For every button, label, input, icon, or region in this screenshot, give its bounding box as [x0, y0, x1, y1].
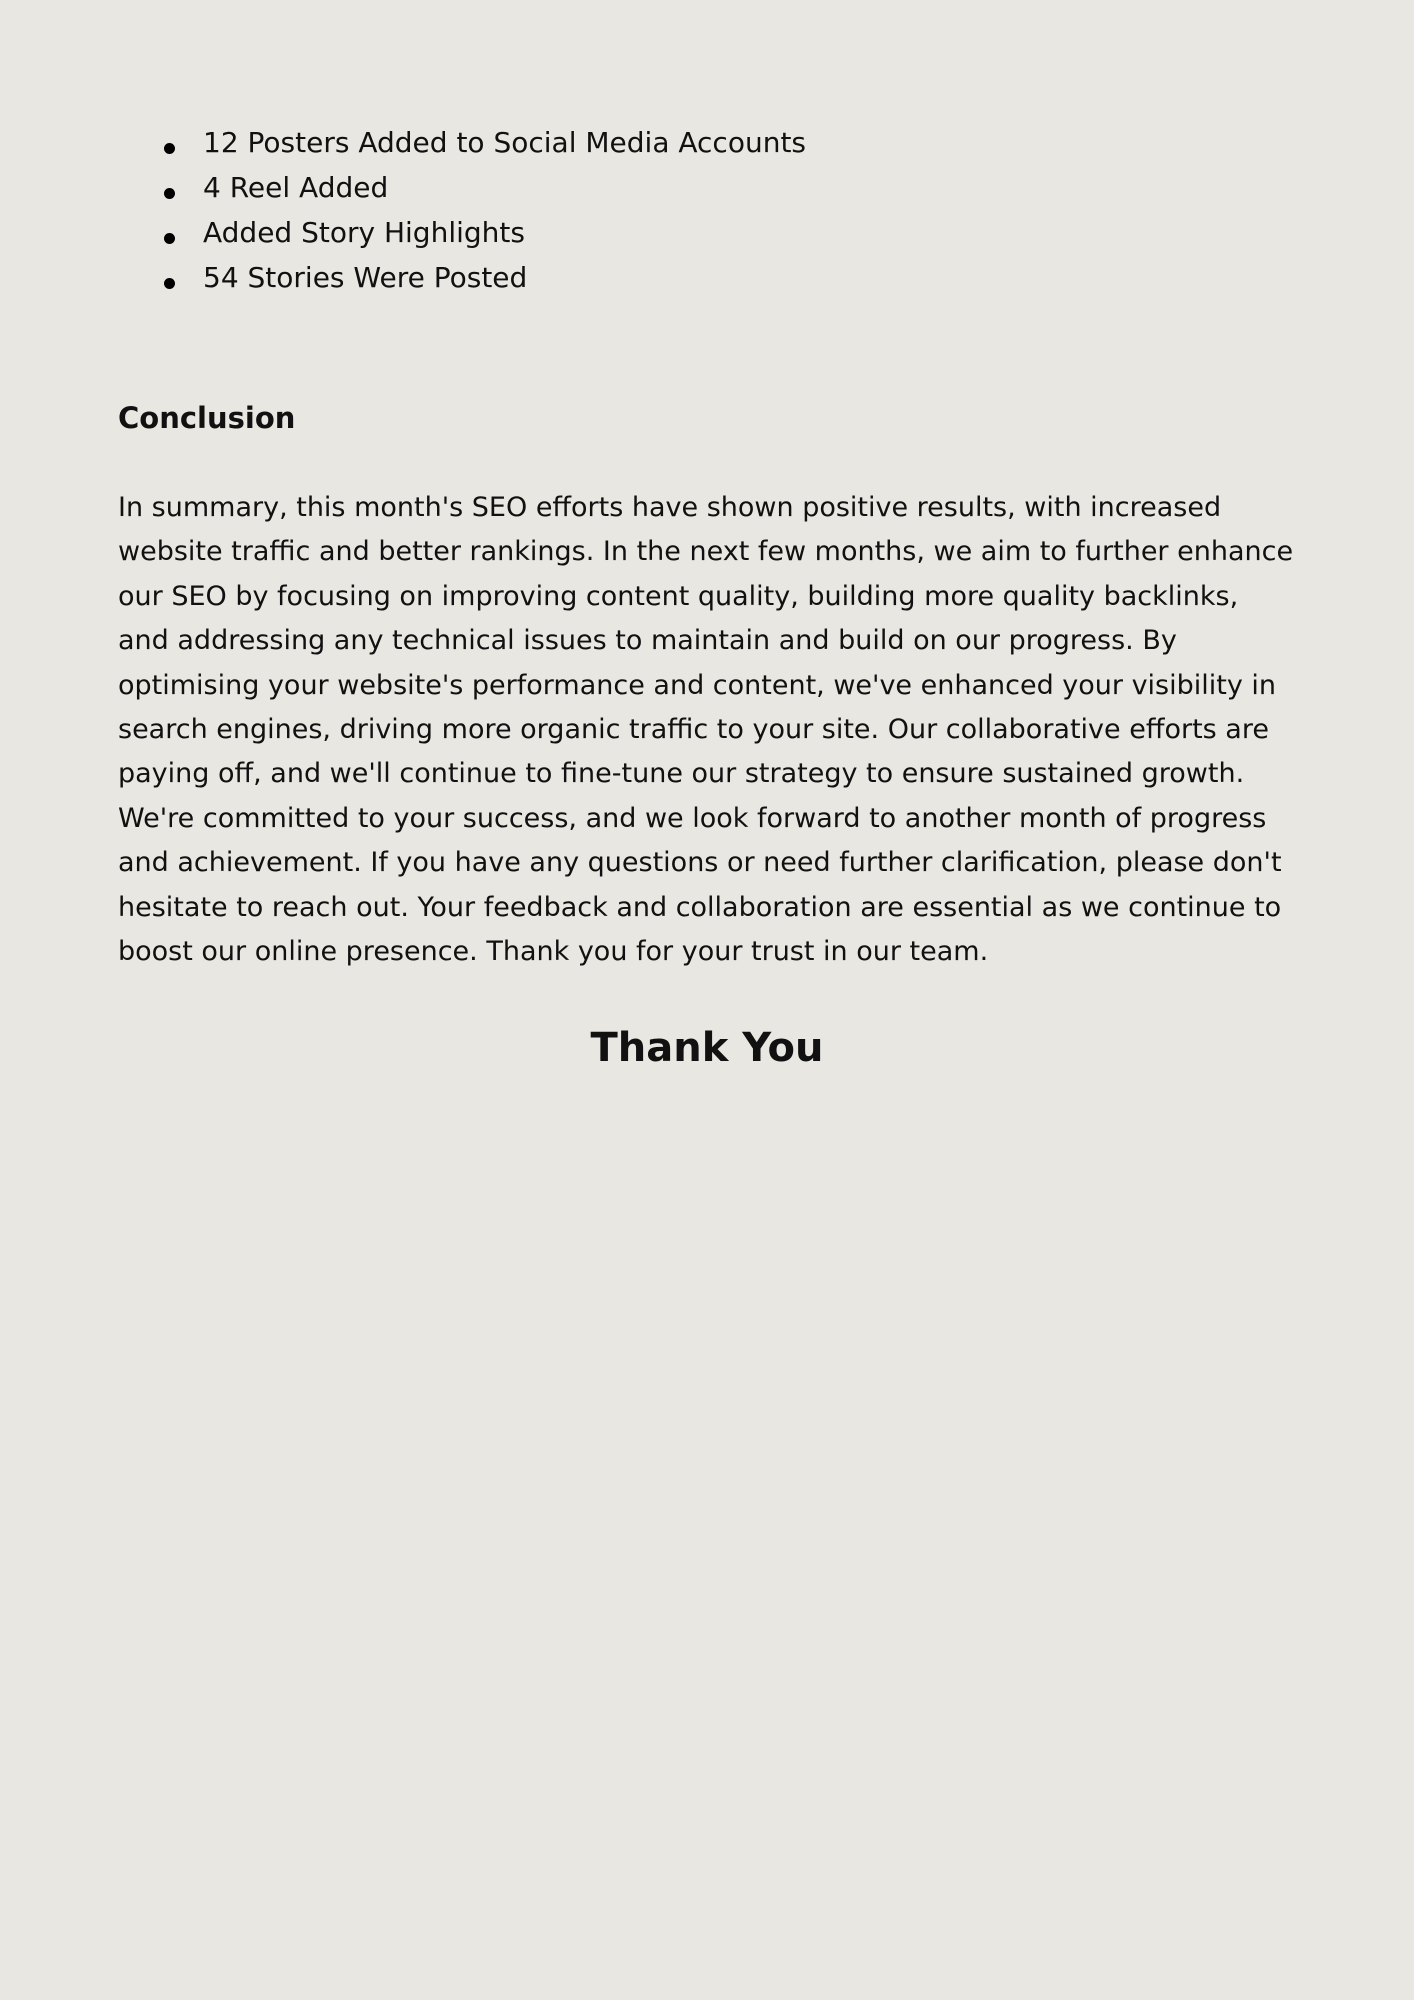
- results-bullet-list: [118, 0, 1296, 300]
- bullet-text: 54 Stories Were Posted: [203, 261, 528, 294]
- bullet-item-posters: [118, 120, 1296, 165]
- bullet-item-reels: [118, 165, 1296, 210]
- bullet-icon: [164, 188, 175, 199]
- conclusion-paragraph: In summary, this month's SEO efforts have shown positive results, with increased website traffic and better rankings. In the next few months, we aim to further enhance our SEO by focusing on improving content quality, building more quality backlinks, and addressing any technical issues to maintain and build on our progress. By optimising your website's performance and content, we've enhanced your visibility in search engines, driving more organic traffic to your site. Our collaborative efforts are paying off, and we'll continue to fine-tune our strategy to ensure sustained growth. We're committed to your success, and we look forward to another month of progress and achievement. If you have any questions or need further clarification, please don't hesitate to reach out. Your feedback and collaboration are essential as we continue to boost our online presence. Thank you for your trust in our team.: [118, 492, 1294, 968]
- thank-you-title: Thank You: [590, 1025, 824, 1072]
- conclusion-heading: Conclusion: [118, 401, 296, 435]
- bullet-item-stories: [118, 255, 1296, 300]
- bullet-icon: [164, 233, 175, 244]
- bullet-icon: [164, 278, 175, 289]
- bullet-icon: [164, 143, 175, 154]
- bullet-text: 12 Posters Added to Social Media Accounts: [203, 126, 807, 159]
- bullet-text: 4 Reel Added: [203, 171, 389, 204]
- bullet-text: Added Story Highlights: [203, 216, 525, 249]
- bullet-item-highlights: [118, 210, 1296, 255]
